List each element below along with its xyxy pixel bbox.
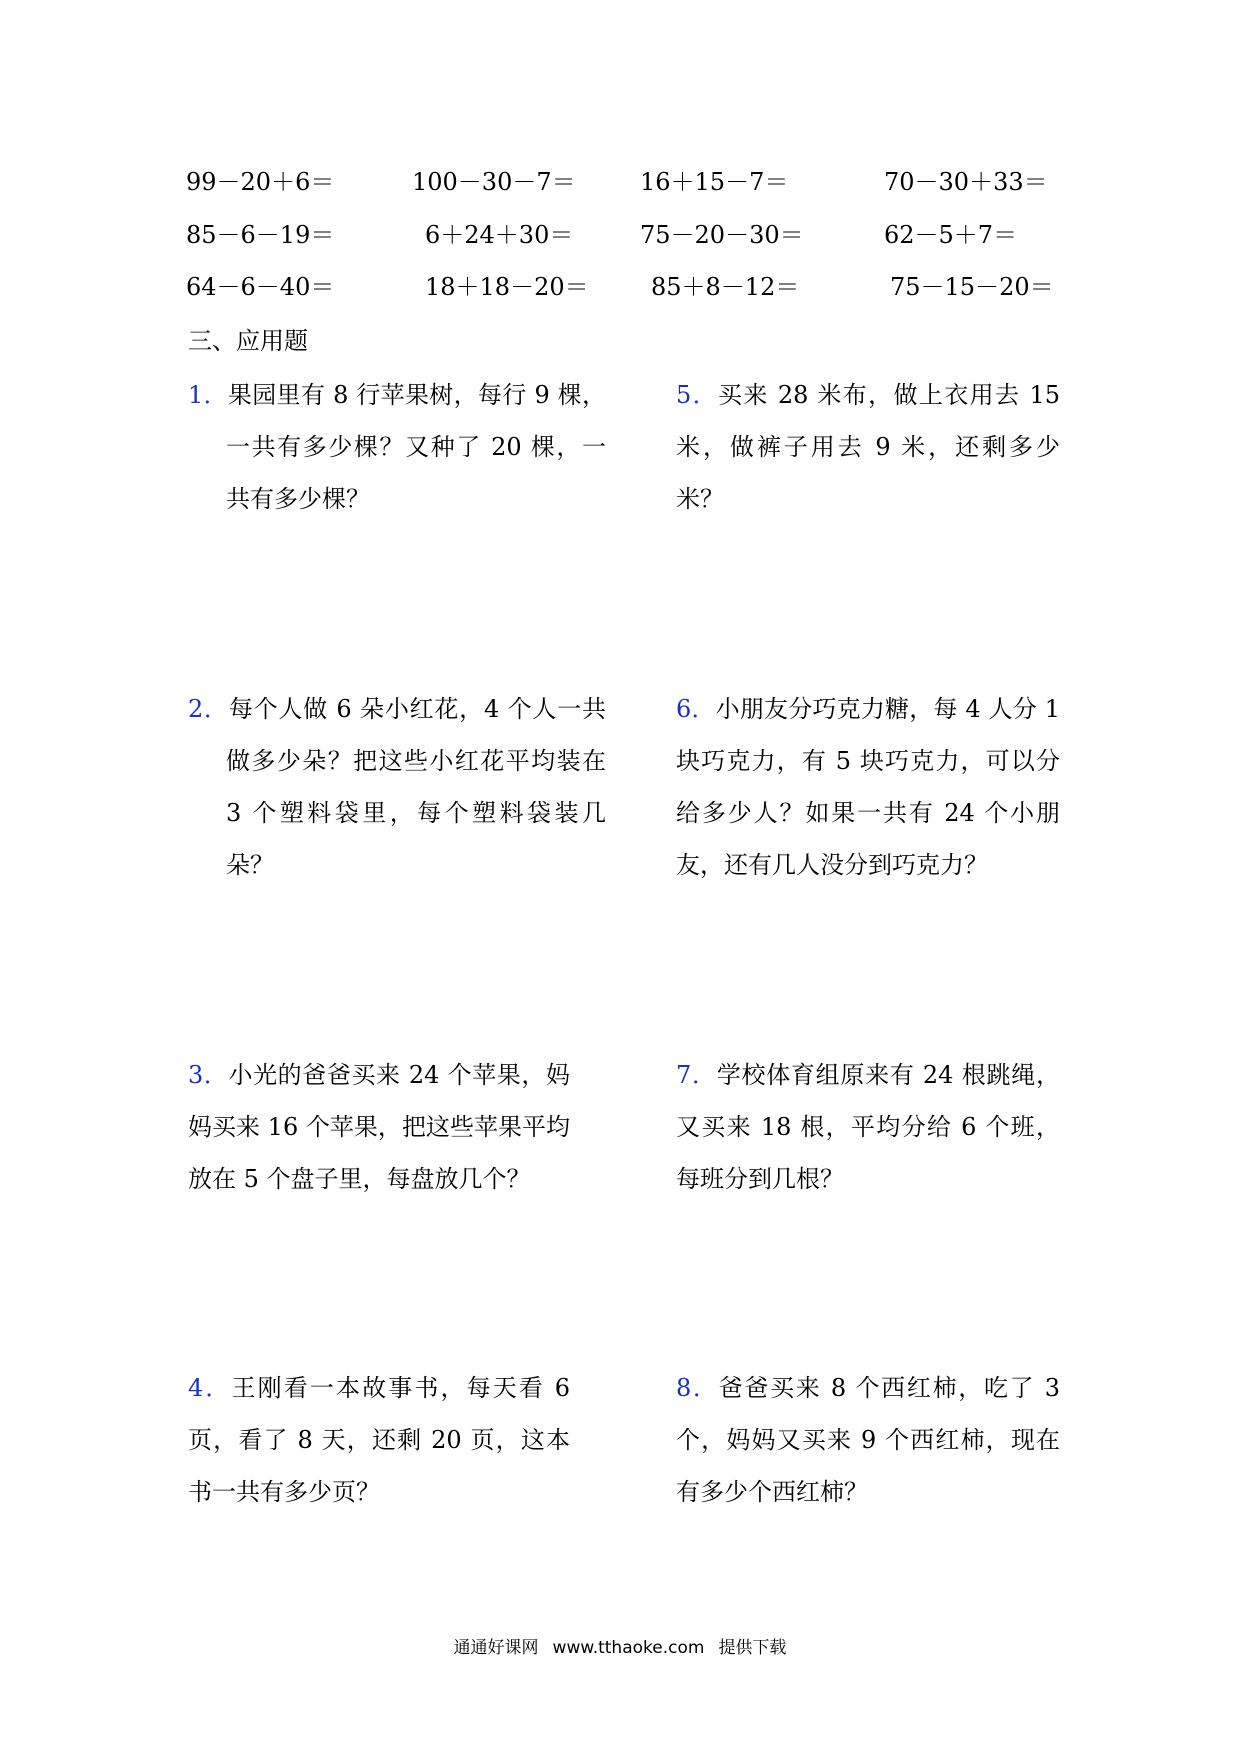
footer-site-name: 通通好课网 xyxy=(453,1638,539,1658)
problem-number: 2． xyxy=(188,695,229,723)
problem-number: 7． xyxy=(676,1061,717,1089)
footer-url[interactable]: www.tthaoke.com xyxy=(552,1638,705,1658)
calc-1-4: 70－30＋33＝ xyxy=(884,168,1048,196)
problem-number: 5． xyxy=(676,381,719,409)
problem-number: 8． xyxy=(676,1374,719,1402)
problem-number: 1． xyxy=(188,381,228,409)
problem-number: 4． xyxy=(188,1374,232,1402)
problem-text: 学校体育组原来有 24 根跳绳，又买来 18 根，平均分给 6 个班，每班分到几根？ xyxy=(676,1061,1060,1193)
calc-3-1: 64－6－40＝ xyxy=(186,273,335,301)
problem-6 xyxy=(676,683,1060,891)
section-title: 三、应用题 xyxy=(188,327,308,355)
problem-text: 买来 28 米布，做上衣用去 15 米，做裤子用去 9 米，还剩多少米？ xyxy=(676,381,1060,513)
calc-3-3: 85＋8－12＝ xyxy=(651,273,800,301)
calc-2-4: 62－5＋7＝ xyxy=(884,221,1018,249)
footer-note: 提供下载 xyxy=(718,1638,787,1658)
problem-text: 爸爸买来 8 个西红柿，吃了 3 个，妈妈又买来 9 个西红柿，现在有多少个西红柿？ xyxy=(676,1374,1060,1506)
calc-3-4: 75－15－20＝ xyxy=(890,273,1054,301)
problem-1 xyxy=(188,369,606,525)
problem-text: 每个人做 6 朵小红花，4 个人一共做多少朵？把这些小红花平均装在 3 个塑料袋里，每个塑料袋装几朵？ xyxy=(226,695,606,879)
problem-text: 果园里有 8 行苹果树，每行 9 棵，一共有多少棵？又种了 20 棵，一共有多少棵？ xyxy=(226,381,606,513)
problem-number: 3． xyxy=(188,1061,229,1089)
problem-3 xyxy=(188,1049,570,1205)
problem-8 xyxy=(676,1362,1060,1518)
problem-number: 6． xyxy=(676,695,716,723)
problem-2 xyxy=(188,683,606,891)
footer xyxy=(0,1636,1240,1660)
calc-3-2: 18＋18－20＝ xyxy=(425,273,589,301)
calc-1-1: 99－20＋6＝ xyxy=(186,168,335,196)
problem-text: 小光的爸爸买来 24 个苹果，妈妈买来 16 个苹果，把这些苹果平均放在 5 个盘子里，每盘放几个？ xyxy=(188,1061,570,1193)
problem-text: 小朋友分巧克力糖，每 4 人分 1 块巧克力，有 5 块巧克力，可以分给多少人？如果一共有 24 个小朋友，还有几人没分到巧克力？ xyxy=(676,695,1060,879)
problem-5 xyxy=(676,369,1060,525)
calc-2-3: 75－20－30＝ xyxy=(640,221,804,249)
problem-text: 王刚看一本故事书，每天看 6 页，看了 8 天，还剩 20 页，这本书一共有多少页？ xyxy=(188,1374,570,1506)
problem-7 xyxy=(676,1049,1060,1205)
calc-2-1: 85－6－19＝ xyxy=(186,221,335,249)
calc-2-2: 6＋24＋30＝ xyxy=(425,221,574,249)
problem-4 xyxy=(188,1362,570,1518)
calc-1-3: 16＋15－7＝ xyxy=(640,168,789,196)
calc-1-2: 100－30－7＝ xyxy=(412,168,576,196)
